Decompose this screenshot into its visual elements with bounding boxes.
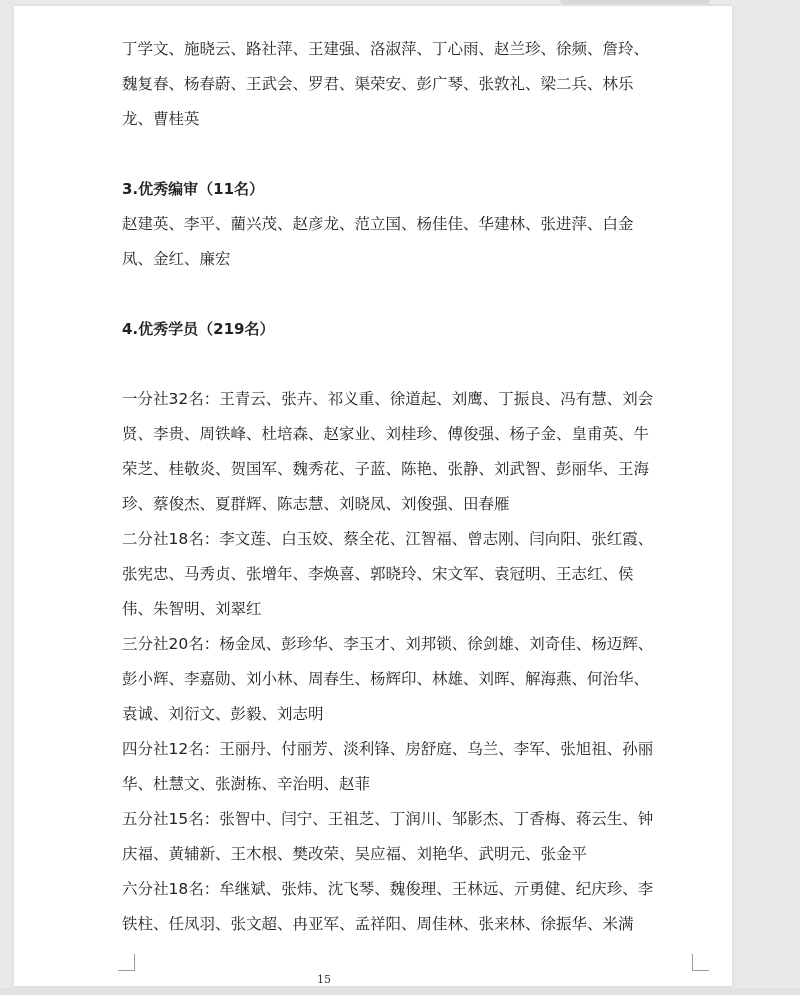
- page-number: 15: [317, 973, 331, 986]
- text-line: 伟、朱智明、刘翠红: [122, 600, 262, 618]
- group-5-paragraph: [122, 802, 682, 872]
- text-line: 魏复春、杨春蔚、王武会、罗君、渠荣安、彭广琴、张敦礼、梁二兵、林乐: [122, 75, 634, 93]
- text-line: 贤、李贵、周铁峰、杜培森、赵家业、刘桂珍、傅俊强、杨子金、皇甫英、牛: [122, 425, 650, 443]
- text-line: 荣芝、桂敬炎、贺国军、魏秀花、子蓝、陈艳、张静、刘武智、彭丽华、王海: [122, 460, 650, 478]
- text-line: 二分社18名：李文莲、白玉姣、蔡全花、江智福、曾志刚、闫向阳、张红霞、: [122, 530, 654, 548]
- text-line: 四分社12名：王丽丹、付丽芳、淡利锋、房舒庭、乌兰、李军、张旭祖、孙丽: [122, 740, 654, 758]
- text-line: 张宪忠、马秀贞、张增年、李焕喜、郭晓玲、宋文军、袁冠明、王志红、侯: [122, 565, 634, 583]
- text-line: 彭小辉、李嘉勋、刘小林、周春生、杨辉印、林雄、刘晖、解海燕、何治华、: [122, 670, 650, 688]
- group-4-paragraph: [122, 732, 682, 802]
- margin-corner-mark: [692, 954, 709, 971]
- text-line: 华、杜慧文、张澍栋、辛治明、赵菲: [122, 775, 371, 793]
- intro-paragraph: [122, 32, 682, 137]
- group-2-paragraph: [122, 522, 682, 627]
- group-1-paragraph: [122, 382, 682, 522]
- text-line: 丁学文、施晓云、路社萍、王建强、洛淑萍、丁心雨、赵兰珍、徐频、詹玲、: [122, 40, 650, 58]
- text-line: 庆福、黄辅新、王木根、樊改荣、吴应福、刘艳华、武明元、张金平: [122, 845, 588, 863]
- section-3-heading: 3.优秀编审（11名）: [122, 180, 265, 198]
- text-line: 一分社32名：王青云、张卉、祁义重、徐道起、刘鹰、丁振良、冯有慧、刘会: [122, 390, 654, 408]
- page-content: [122, 32, 682, 942]
- section-4-heading: 4.优秀学员（219名）: [122, 320, 275, 338]
- text-line: 铁柱、任凤羽、张文超、冉亚军、孟祥阳、周佳林、张来林、徐振华、米满: [122, 915, 634, 933]
- margin-corner-mark: [118, 954, 135, 971]
- viewer-bottom-bar: [0, 988, 800, 995]
- text-line: 龙、曹桂英: [122, 110, 200, 128]
- text-line: 赵建英、李平、藺兴茂、赵彦龙、范立国、杨佳佳、华建林、张进萍、白金: [122, 215, 634, 233]
- text-line: 珍、蔡俊杰、夏群辉、陈志慧、刘晓凤、刘俊强、田春雁: [122, 495, 510, 513]
- viewer-tab[interactable]: [560, 0, 710, 4]
- group-6-paragraph: [122, 872, 682, 942]
- text-line: 五分社15名：张智中、闫宁、王祖芝、丁润川、邹影杰、丁香梅、蒋云生、钟: [122, 810, 654, 828]
- text-line: 六分社18名：牟继斌、张炜、沈飞琴、魏俊理、王林远、亓勇健、纪庆珍、李: [122, 880, 654, 898]
- document-page: [14, 6, 732, 986]
- section-3-paragraph: [122, 207, 682, 277]
- group-3-paragraph: [122, 627, 682, 732]
- text-line: 三分社20名：杨金凤、彭珍华、李玉才、刘邦锁、徐剑雄、刘奇佳、杨迈辉、: [122, 635, 654, 653]
- text-line: 凤、金红、廉宏: [122, 250, 231, 268]
- text-line: 袁诚、刘衍文、彭毅、刘志明: [122, 705, 324, 723]
